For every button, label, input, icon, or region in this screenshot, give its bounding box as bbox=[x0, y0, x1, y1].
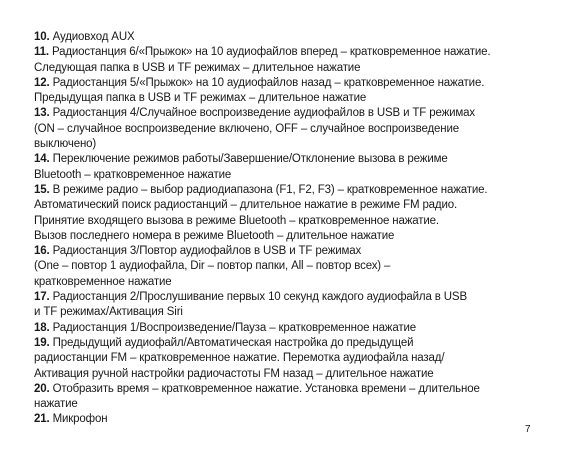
list-item-number: 17. bbox=[34, 291, 50, 304]
list-item-number: 11. bbox=[34, 46, 49, 59]
list-item bbox=[34, 244, 546, 290]
list-item-line bbox=[34, 259, 546, 274]
list-item-text: Переключение режимов работы/Завершение/Отклонение вызова в режиме bbox=[52, 153, 448, 166]
list-item-line bbox=[34, 122, 546, 137]
list-item-line bbox=[34, 382, 546, 397]
list-item-number: 20. bbox=[34, 382, 50, 395]
list-item-text: Предыдущая папка в USB и TF режимах – длительное нажатие bbox=[34, 92, 367, 105]
list-item-text: Радиостанция 2/Прослушивание первых 10 секунд каждого аудиофайла в USB bbox=[52, 291, 467, 304]
list-item-text: кратковременное нажатие bbox=[34, 275, 172, 288]
list-item-line bbox=[34, 275, 546, 290]
list-item bbox=[34, 382, 546, 413]
list-item-line bbox=[34, 397, 546, 412]
list-item-line bbox=[34, 321, 546, 336]
list-item-line bbox=[34, 45, 546, 60]
list-item-text: Предыдущий аудиофайл/Автоматическая настройка до предыдущей bbox=[52, 336, 414, 349]
list-item-text: радиостанции FM – кратковременное нажатие. Перемотка аудиофайла назад/ bbox=[34, 352, 445, 365]
list-item-line bbox=[34, 168, 546, 183]
instruction-list bbox=[34, 30, 546, 428]
list-item-line bbox=[34, 336, 546, 351]
list-item-line bbox=[34, 106, 546, 121]
list-item bbox=[34, 412, 546, 427]
list-item-line bbox=[34, 137, 546, 152]
list-item-line bbox=[34, 367, 546, 382]
list-item-text: Вызов последнего номера в режиме Bluetooth – длительное нажатие bbox=[34, 229, 395, 242]
list-item-text: Следующая папка в USB и TF режимах – длительное нажатие bbox=[34, 61, 361, 74]
list-item-line bbox=[34, 290, 546, 305]
list-item-line bbox=[34, 198, 546, 213]
list-item-number: 13. bbox=[34, 107, 50, 120]
list-item-line bbox=[34, 76, 546, 91]
list-item-number: 19. bbox=[34, 336, 50, 349]
list-item bbox=[34, 183, 546, 244]
list-item-number: 21. bbox=[34, 413, 50, 426]
list-item-text: и TF режимах/Активация Siri bbox=[34, 306, 183, 319]
list-item bbox=[34, 290, 546, 321]
list-item-text: Bluetooth – кратковременное нажатие bbox=[34, 168, 232, 181]
list-item-text: Принятие входящего вызова в режиме Bluetooth – кратковременное нажатие. bbox=[34, 214, 439, 227]
list-item-line bbox=[34, 214, 546, 229]
list-item-line bbox=[34, 183, 546, 198]
list-item-line bbox=[34, 229, 546, 244]
list-item-text: Аудиовход AUX bbox=[52, 31, 135, 43]
list-item-number: 10. bbox=[34, 31, 50, 43]
list-item-number: 16. bbox=[34, 245, 50, 258]
list-item-text: Радиостанция 1/Воспроизведение/Пауза – кратковременное нажатие bbox=[52, 321, 416, 334]
list-item bbox=[34, 152, 546, 183]
list-item-text: Отобразить время – кратковременное нажатие. Установка времени – длительное bbox=[52, 382, 480, 395]
list-item-line bbox=[34, 30, 546, 45]
list-item-number: 18. bbox=[34, 321, 50, 334]
list-item-text: Активация ручной настройки радиочастоты FM назад – длительное нажатие bbox=[34, 367, 434, 380]
list-item-text: Радиостанция 4/Случайное воспроизведение аудиофайлов в USB и TF режимах bbox=[52, 107, 475, 120]
list-item bbox=[34, 30, 546, 45]
list-item bbox=[34, 45, 546, 76]
list-item-text: (ON – случайное воспроизведение включено, OFF – случайное воспроизведение bbox=[34, 122, 459, 135]
list-item-line bbox=[34, 152, 546, 167]
list-item-text: Радиостанция 3/Повтор аудиофайлов в USB и TF режимах bbox=[52, 245, 362, 258]
page-number: 7 bbox=[525, 424, 531, 435]
list-item bbox=[34, 106, 546, 152]
list-item-text: Микрофон bbox=[52, 413, 108, 426]
list-item-line bbox=[34, 61, 546, 76]
list-item-number: 15. bbox=[34, 183, 50, 196]
list-item bbox=[34, 76, 546, 107]
list-item-text: Автоматический поиск радиостанций – длительное нажатие в режиме FM радио. bbox=[34, 199, 458, 212]
list-item-text: Радиостанция 5/«Прыжок» на 10 аудиофайлов назад – кратковременное нажатие. bbox=[52, 76, 485, 89]
list-item-number: 14. bbox=[34, 153, 50, 166]
list-item-text: (One – повтор 1 аудиофайла, Dir – повтор папки, All – повтор всех) – bbox=[34, 260, 391, 273]
list-item bbox=[34, 321, 546, 336]
list-item-text: выключено) bbox=[34, 138, 97, 151]
list-item-line bbox=[34, 244, 546, 259]
list-item-line bbox=[34, 351, 546, 366]
list-item-text: нажатие bbox=[34, 398, 78, 411]
list-item-line bbox=[34, 91, 546, 106]
list-item-text: Радиостанция 6/«Прыжок» на 10 аудиофайлов вперед – кратковременное нажатие. bbox=[51, 46, 491, 59]
list-item bbox=[34, 336, 546, 382]
list-item-line bbox=[34, 305, 546, 320]
list-item-text: В режиме радио – выбор радиодиапазона (F1, F2, F3) – кратковременное нажатие. bbox=[52, 183, 488, 196]
list-item-number: 12. bbox=[34, 76, 50, 89]
list-item-line bbox=[34, 412, 546, 427]
